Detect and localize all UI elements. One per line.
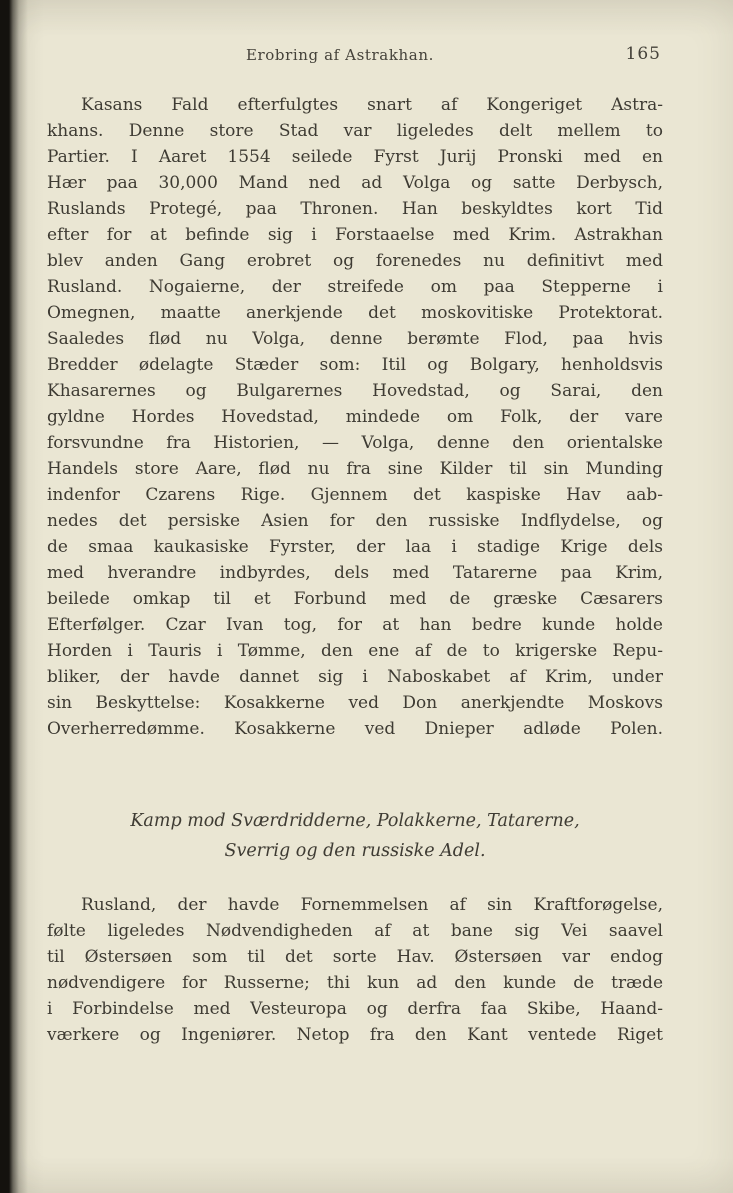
text-line: khans. Denne store Stad var ligeledes delt mellem to (47, 121, 663, 141)
text-line: til Østersøen som til det sorte Hav. Østersøen var endog (47, 947, 663, 967)
text-line: med hverandre indbyrdes, dels med Tatarerne paa Krim, (47, 563, 663, 583)
text-line: Rusland, der havde Fornemmelsen af sin Kraftforøgelse, (81, 895, 663, 915)
text-line: Kasans Fald efterfulgtes snart af Kongeriget Astra- (81, 95, 663, 115)
text-line: gyldne Hordes Hovedstad, mindede om Folk, der vare (47, 407, 663, 427)
section-heading (47, 806, 663, 866)
page-number: 165 (625, 44, 661, 64)
paragraph-1 (47, 92, 663, 742)
text-line: blev anden Gang erobret og forenedes nu definitivt med (47, 251, 663, 271)
text-line: følte ligeledes Nødvendigheden af at bane sig Vei saavel (47, 921, 663, 941)
text-line: bliker, der havde dannet sig i Naboskabet af Krim, under (47, 667, 663, 687)
running-title: Erobring af Astrakhan. (245, 46, 434, 64)
text-line: i Forbindelse med Vesteuropa og derfra faa Skibe, Haand- (47, 999, 663, 1019)
page-content (47, 46, 663, 1048)
text-line: værkere og Ingeniører. Netop fra den Kant ventede Riget (47, 1025, 663, 1045)
text-line: Horden i Tauris i Tømme, den ene af de to krigerske Repu- (47, 641, 663, 661)
text-line: Khasarernes og Bulgarernes Hovedstad, og Sarai, den (47, 381, 663, 401)
text-line: Bredder ødelagte Stæder som: Itil og Bolgary, henholdsvis (47, 355, 663, 375)
text-line: de smaa kaukasiske Fyrster, der laa i stadige Krige dels (47, 537, 663, 557)
text-line: forsvundne fra Historien, — Volga, denne den orientalske (47, 433, 663, 453)
text-line: indenfor Czarens Rige. Gjennem det kaspiske Hav aab- (47, 485, 663, 505)
page-header (47, 46, 663, 68)
text-line: Rusland. Nogaierne, der streifede om paa Stepperne i (47, 277, 663, 297)
text-line: Overherredømme. Kosakkerne ved Dnieper adløde Polen. (47, 719, 663, 739)
text-line: nedes det persiske Asien for den russiske Indflydelse, og (47, 511, 663, 531)
section-heading-line-1: Kamp mod Sværdridderne, Polakkerne, Tatarerne, (130, 811, 580, 831)
binding-shadow (0, 0, 28, 1193)
text-line: Partier. I Aaret 1554 seilede Fyrst Jurij Pronski med en (47, 147, 663, 167)
text-line: Efterfølger. Czar Ivan tog, for at han bedre kunde holde (47, 615, 663, 635)
text-line: efter for at befinde sig i Forstaaelse med Krim. Astrakhan (47, 225, 663, 245)
text-line: Hær paa 30,000 Mand ned ad Volga og satte Derbysch, (47, 173, 663, 193)
text-line: Omegnen, maatte anerkjende det moskovitiske Protektorat. (47, 303, 663, 323)
text-line: Saaledes flød nu Volga, denne berømte Flod, paa hvis (47, 329, 663, 349)
text-line: beilede omkap til et Forbund med de græske Cæsarers (47, 589, 663, 609)
text-line: nødvendigere for Russerne; thi kun ad den kunde de træde (47, 973, 663, 993)
text-line: Ruslands Protegé, paa Thronen. Han beskyldtes kort Tid (47, 199, 663, 219)
text-line: sin Beskyttelse: Kosakkerne ved Don anerkjendte Moskovs (47, 693, 663, 713)
paragraph-2 (47, 892, 663, 1048)
text-line: Handels store Aare, flød nu fra sine Kilder til sin Munding (47, 459, 663, 479)
section-heading-line-2: Sverrig og den russiske Adel. (224, 841, 486, 861)
